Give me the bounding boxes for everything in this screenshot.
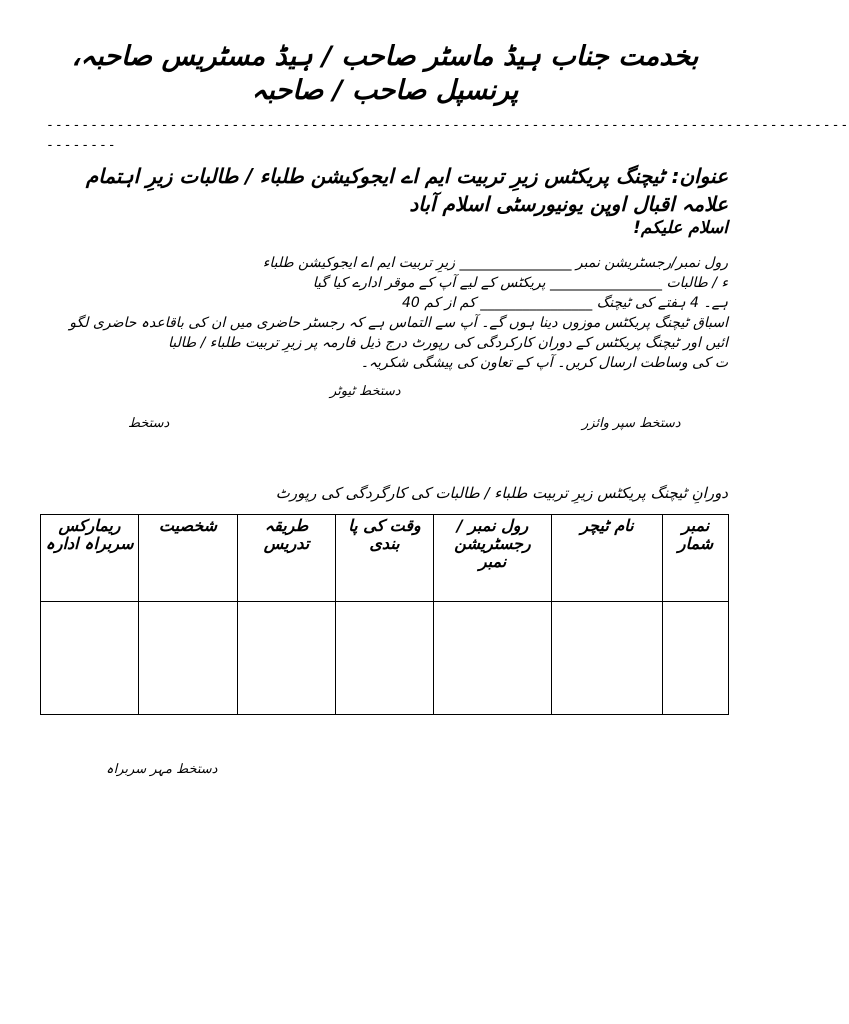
report-title: دورانِ ٹیچنگ پریکٹس زیرِ تربیت طلباء / طالبات کی کارگردگی کی رپورٹ xyxy=(275,484,728,502)
body-line-6: ت کی وساطت ارسال کریں۔ آپ کے تعاون کی پیشگی شکریہ۔ xyxy=(360,355,728,371)
header-head-remarks: ریمارکس سربراہ ادارہ xyxy=(41,515,139,602)
table-header-row xyxy=(41,515,729,602)
table-cell[interactable] xyxy=(663,602,729,715)
separator-line-short: -------- xyxy=(46,138,117,153)
header-roll-registration-number: رول نمبر / رجسٹریشن نمبر xyxy=(434,515,552,602)
header-punctuality: وقت کی پا بندی xyxy=(336,515,434,602)
table-cell[interactable] xyxy=(434,602,552,715)
header-teaching-method: طریقہ تدریس xyxy=(238,515,336,602)
salutation: اسلام علیکم! xyxy=(633,218,728,238)
table-cell[interactable] xyxy=(139,602,238,715)
body-line-5: ائیں اور ٹیچنگ پریکٹس کے دوران کارکردگی کی رپورٹ درج ذیل فارمہ پر زیرِ تربیت طلباء / طالبا xyxy=(168,335,728,351)
head-stamp-signature-label: دستخط مہر سربراہ xyxy=(106,762,218,777)
signature-label: دستخط xyxy=(128,416,170,431)
tutor-signature-label: دستخط ٹیوٹر xyxy=(330,384,401,399)
body-line-1: رول نمبر/رجسٹریشن نمبر ________________ زیرِ تربیت ایم اے ایجوکیشن طلباء xyxy=(262,255,728,271)
table-cell[interactable] xyxy=(552,602,663,715)
body-line-4: اسباق ٹیچنگ پریکٹس موزوں دینا ہوں گے۔ آپ سے التماس ہے کہ رجسٹر حاضری میں ان کی باقاعدہ حاضری لگو xyxy=(69,315,728,331)
header-serial-number: نمبر شمار xyxy=(663,515,729,602)
performance-report-table xyxy=(40,514,729,715)
supervisor-signature-label: دستخط سپر وائزر xyxy=(582,416,681,431)
table-cell[interactable] xyxy=(41,602,139,715)
table-cell[interactable] xyxy=(238,602,336,715)
subject-line: عنوان: ٹیچنگ پریکٹس زیرِ تربیت ایم اے ایجوکیشن طلباء / طالبات زیرِ اہتمام علامہ اقبال اوپن یونیورسٹی اسلام آباد xyxy=(85,164,728,216)
body-line-2: ء / طالبات ________________ پریکٹس کے لیے آپ کے موقر ادارے کیا گیا xyxy=(312,275,728,291)
letter-heading: بخدمت جناب ہیڈ ماسٹر صاحب / ہیڈ مسٹریس صاحبہ، پرنسپل صاحب / صاحبہ xyxy=(71,41,699,106)
table-row xyxy=(41,602,729,715)
header-teacher-name: نام ٹیچر xyxy=(552,515,663,602)
body-line-3: ہے۔ 4 ہفتے کی ٹیچنگ ________________ کم از کم 40 xyxy=(402,295,728,311)
header-personality: شخصیت xyxy=(139,515,238,602)
separator-line: ------------------------------------------------------------------------------------------- xyxy=(46,118,849,133)
table-cell[interactable] xyxy=(336,602,434,715)
